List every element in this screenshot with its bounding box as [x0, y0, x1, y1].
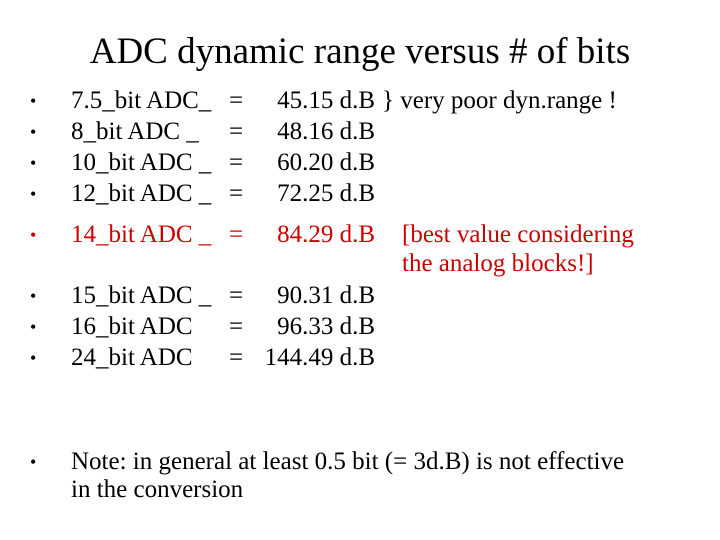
- adc-label: 7.5_bit ADC_: [71, 87, 212, 114]
- adc-label: 24_bit ADC: [71, 344, 193, 371]
- dynamic-range-value: 144.49 d.B: [264, 344, 375, 371]
- bullet-icon: •: [30, 153, 37, 173]
- equals-sign: =: [229, 344, 244, 371]
- remark-text: [best value considering: [402, 221, 634, 248]
- note-text: Note: in general at least 0.5 bit (= 3d.B) is not effective in the conversion: [71, 448, 625, 503]
- adc-label: 8_bit ADC _: [71, 118, 199, 145]
- dynamic-range-value: 84.29 d.B: [277, 221, 375, 248]
- adc-label: 10_bit ADC _: [71, 149, 212, 176]
- bullet-icon: •: [30, 184, 37, 204]
- remark-text: the analog blocks!]: [402, 250, 594, 277]
- dynamic-range-value: 96.33 d.B: [277, 313, 375, 340]
- bullet-icon: •: [30, 317, 37, 337]
- dynamic-range-value: 90.31 d.B: [277, 282, 375, 309]
- equals-sign: =: [229, 87, 244, 114]
- dynamic-range-value: 60.20 d.B: [277, 149, 375, 176]
- equals-sign: =: [229, 221, 244, 248]
- bullet-icon: •: [30, 122, 37, 142]
- bullet-icon: •: [30, 91, 37, 111]
- bullet-icon: •: [30, 286, 37, 306]
- adc-label: 16_bit ADC: [71, 313, 193, 340]
- remark-text: } very poor dyn.range !: [382, 87, 617, 114]
- dynamic-range-value: 48.16 d.B: [277, 118, 375, 145]
- adc-label: 14_bit ADC _: [71, 221, 212, 248]
- equals-sign: =: [229, 149, 244, 176]
- bullet-icon: •: [30, 348, 37, 368]
- adc-label: 12_bit ADC _: [71, 180, 212, 207]
- equals-sign: =: [229, 180, 244, 207]
- adc-label: 15_bit ADC _: [71, 282, 212, 309]
- bullet-icon: •: [30, 225, 37, 245]
- dynamic-range-value: 72.25 d.B: [277, 180, 375, 207]
- equals-sign: =: [229, 282, 244, 309]
- equals-sign: =: [229, 313, 244, 340]
- bullet-icon: •: [30, 452, 37, 472]
- slide-title: ADC dynamic range versus # of bits: [89, 31, 631, 72]
- equals-sign: =: [229, 118, 244, 145]
- dynamic-range-value: 45.15 d.B: [277, 87, 375, 114]
